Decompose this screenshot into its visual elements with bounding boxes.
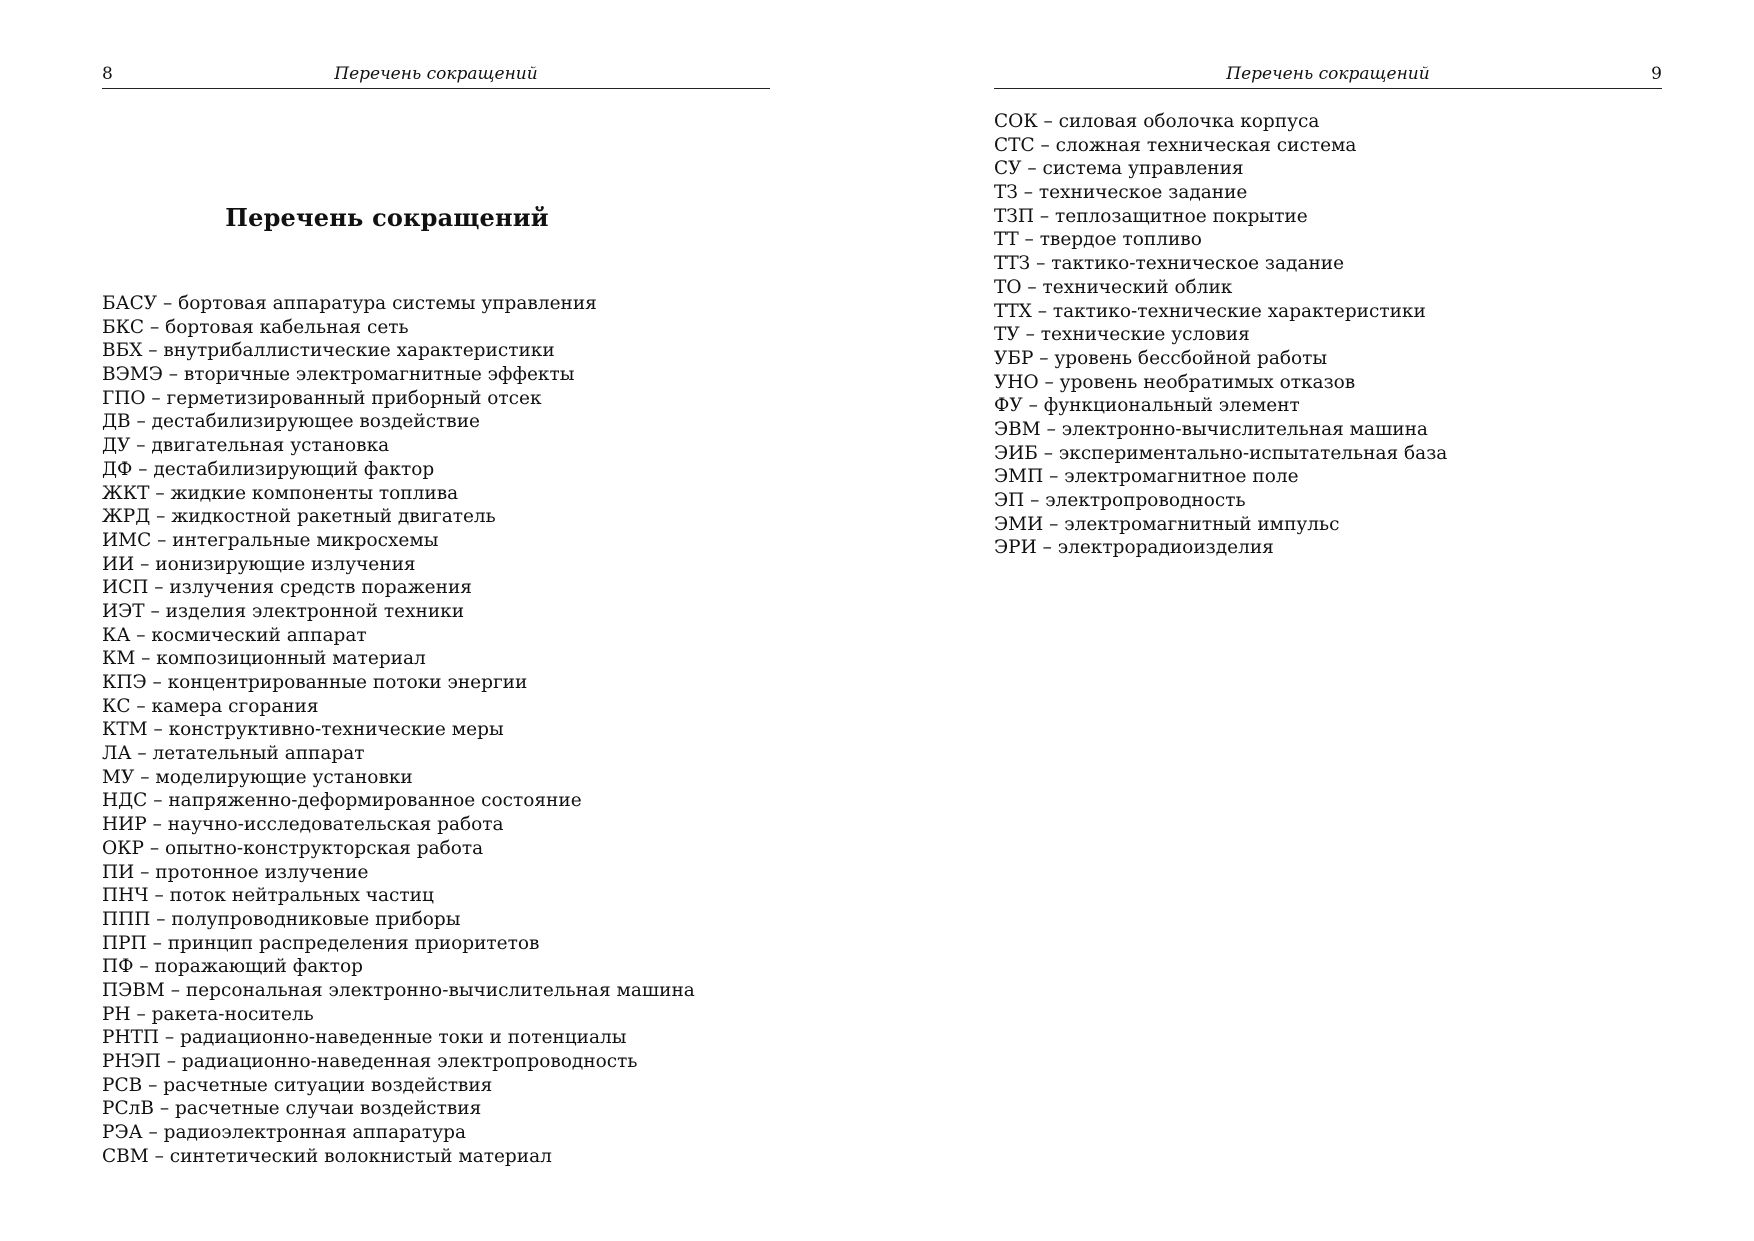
abbreviation-entry: ПЭВМ – персональная электронно-вычислительная машина xyxy=(102,979,695,1001)
running-head-left xyxy=(102,62,770,89)
abbreviation-entry: ВЭМЭ – вторичные электромагнитные эффекты xyxy=(102,364,575,386)
abbreviation-entry: ДУ – двигательная установка xyxy=(102,435,390,457)
abbreviation-entry: ЖРД – жидкостной ракетный двигатель xyxy=(102,506,496,528)
abbreviation-entry: КТМ – конструктивно-технические меры xyxy=(102,719,504,741)
abbreviation-entry: ЛА – летательный аппарат xyxy=(102,743,365,765)
abbreviation-entry: ТТЗ – тактико-техническое задание xyxy=(994,253,1345,275)
abbreviation-entry: БКС – бортовая кабельная сеть xyxy=(102,316,409,338)
abbreviation-entry: ТУ – технические условия xyxy=(994,324,1250,346)
abbreviation-entry: РНТП – радиационно-наведенные токи и потенциалы xyxy=(102,1027,627,1049)
abbreviation-entry: СУ – система управления xyxy=(994,158,1244,180)
abbreviation-entry: ТО – технический облик xyxy=(994,276,1233,298)
abbreviation-entry: РСлВ – расчетные случаи воздействия xyxy=(102,1098,482,1120)
abbreviation-entry: РЭА – радиоэлектронная аппаратура xyxy=(102,1122,467,1144)
abbreviation-entry: КА – космический аппарат xyxy=(102,624,367,646)
abbreviation-entry: ПРП – принцип распределения приоритетов xyxy=(102,932,540,954)
abbreviation-entry: ПНЧ – поток нейтральных частиц xyxy=(102,885,434,907)
abbreviation-entry: ЭП – электропроводность xyxy=(994,490,1246,511)
right-page xyxy=(994,0,1662,1241)
abbreviation-entry: СВМ – синтетический волокнистый материал xyxy=(102,1145,552,1167)
abbreviation-entry: ИИ – ионизирующие излучения xyxy=(102,553,416,575)
running-head-title-right: Перечень сокращений xyxy=(1226,64,1430,84)
abbreviation-list-right xyxy=(994,110,1447,560)
abbreviation-entry: ТТ – твердое топливо xyxy=(994,229,1202,251)
abbreviation-entry: УНО – уровень необратимых отказов xyxy=(994,371,1356,393)
abbreviation-entry: МУ – моделирующие установки xyxy=(102,766,413,788)
abbreviation-entry: ИСП – излучения средств поражения xyxy=(102,577,472,599)
page-number-right: 9 xyxy=(1651,64,1662,84)
abbreviation-entry: ЭВМ – электронно-вычислительная машина xyxy=(994,418,1428,440)
abbreviation-entry: ТЗП – теплозащитное покрытие xyxy=(994,205,1308,227)
abbreviation-entry: ЭИБ – экспериментально-испытательная база xyxy=(994,442,1448,464)
running-head-title-left: Перечень сокращений xyxy=(334,64,538,84)
abbreviation-entry: РНЭП – радиационно-наведенная электропроводность xyxy=(102,1051,638,1072)
abbreviation-entry: ИЭТ – изделия электронной техники xyxy=(102,600,465,622)
abbreviation-entry: ЭРИ – электрорадиоизделия xyxy=(994,537,1274,559)
abbreviation-entry: ТЗ – техническое задание xyxy=(994,182,1248,204)
abbreviation-entry: ПФ – поражающий фактор xyxy=(102,956,364,978)
abbreviation-entry: БАСУ – бортовая аппаратура системы управления xyxy=(102,293,597,314)
abbreviation-entry: УБР – уровень бессбойной работы xyxy=(994,347,1328,369)
abbreviation-entry: КПЭ – концентрированные потоки энергии xyxy=(102,672,528,693)
abbreviation-entry: СТС – сложная техническая система xyxy=(994,134,1357,156)
abbreviation-list-left xyxy=(102,292,695,1168)
abbreviation-entry: КМ – композиционный материал xyxy=(102,648,426,670)
running-head-right xyxy=(994,62,1662,89)
abbreviation-entry: ИМС – интегральные микросхемы xyxy=(102,529,439,551)
abbreviation-entry: ФУ – функциональный элемент xyxy=(994,395,1300,417)
abbreviation-entry: ВБХ – внутрибаллистические характеристики xyxy=(102,340,555,362)
abbreviation-entry: СОК – силовая оболочка корпуса xyxy=(994,111,1320,132)
abbreviation-entry: ПИ – протонное излучение xyxy=(102,861,369,883)
abbreviation-entry: НДС – напряженно-деформированное состояние xyxy=(102,790,582,812)
abbreviation-entry: ГПО – герметизированный приборный отсек xyxy=(102,387,542,409)
abbreviation-entry: ТТХ – тактико-технические характеристики xyxy=(994,300,1426,322)
abbreviation-entry: ЭМП – электромагнитное поле xyxy=(994,466,1299,488)
abbreviation-entry: ДВ – дестабилизирующее воздействие xyxy=(102,411,480,433)
abbreviation-entry: ППП – полупроводниковые приборы xyxy=(102,908,461,930)
abbreviation-entry: НИР – научно-исследовательская работа xyxy=(102,814,504,836)
abbreviation-entry: ДФ – дестабилизирующий фактор xyxy=(102,458,435,480)
chapter-title: Перечень сокращений xyxy=(225,203,549,232)
page-number-left: 8 xyxy=(102,64,113,84)
abbreviation-entry: ОКР – опытно-конструкторская работа xyxy=(102,837,484,859)
abbreviation-entry: ЖКТ – жидкие компоненты топлива xyxy=(102,482,459,504)
left-page xyxy=(102,0,770,1241)
abbreviation-entry: ЭМИ – электромагнитный импульс xyxy=(994,513,1340,535)
abbreviation-entry: РСВ – расчетные ситуации воздействия xyxy=(102,1074,493,1096)
abbreviation-entry: РН – ракета-носитель xyxy=(102,1003,314,1025)
abbreviation-entry: КС – камера сгорания xyxy=(102,695,319,717)
